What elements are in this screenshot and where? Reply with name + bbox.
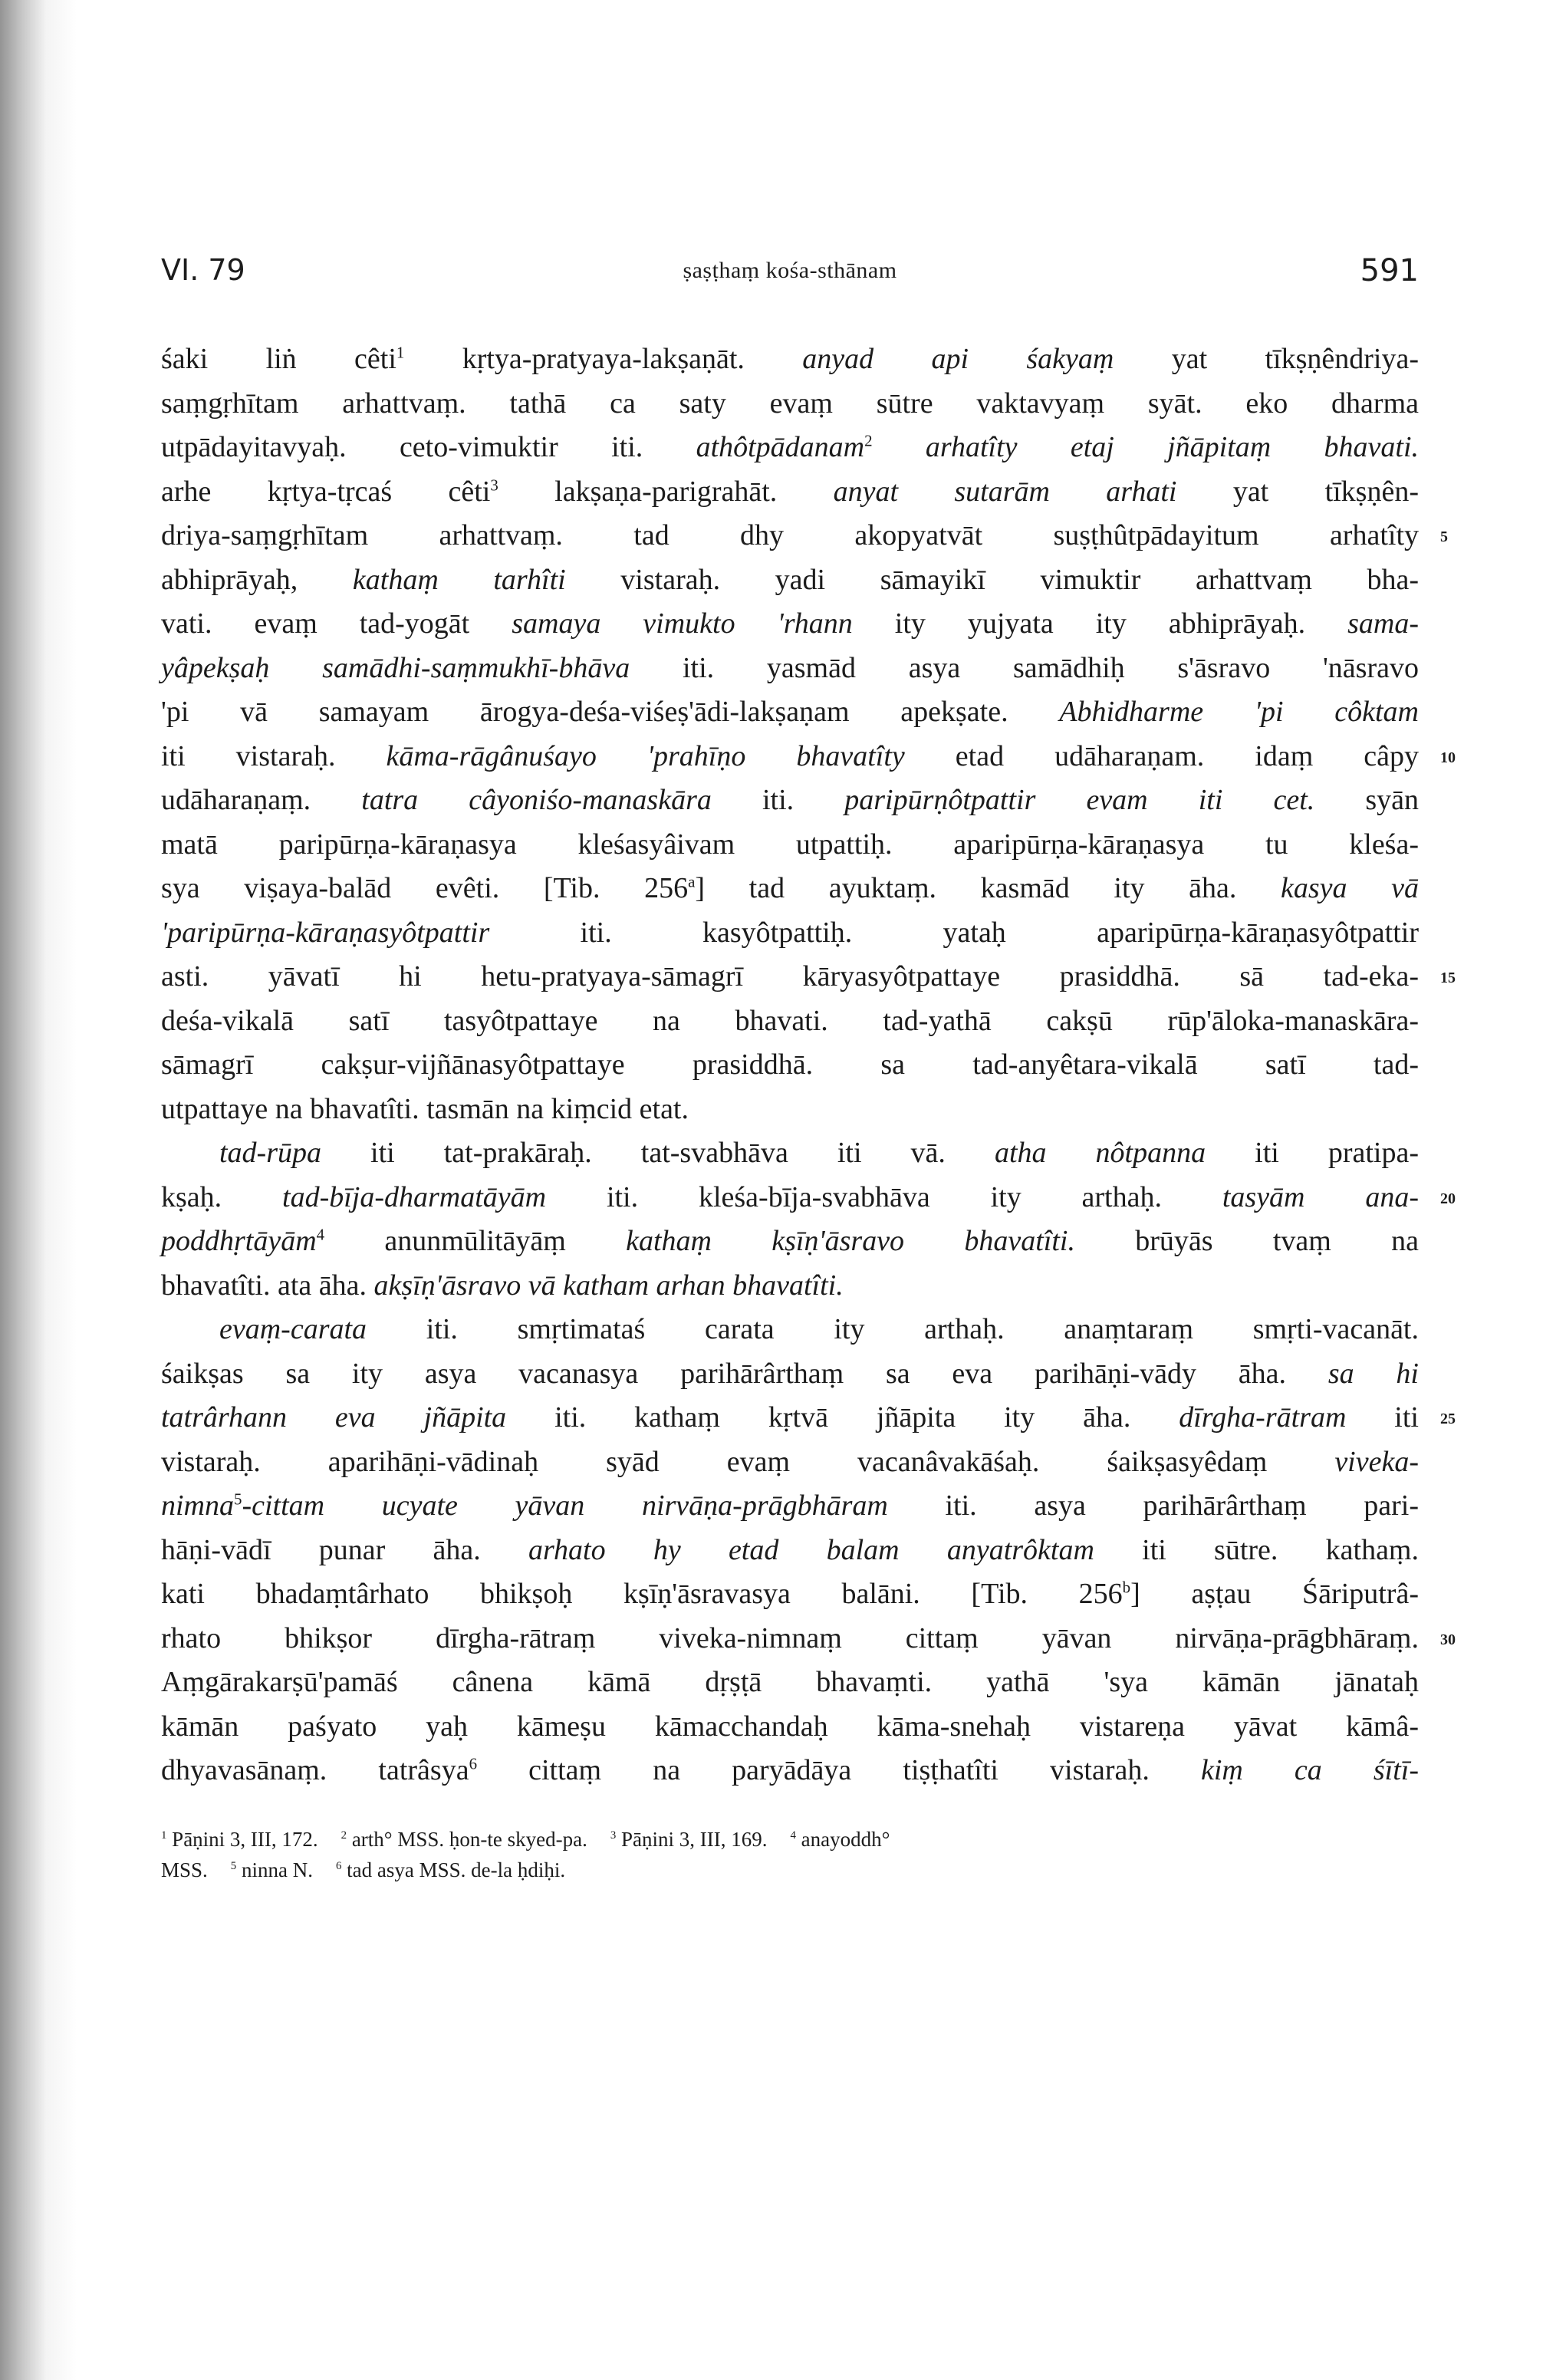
text-line [161,867,1419,911]
text-run: dhyavasānaṃ. tatrâsya [161,1754,469,1786]
book-page [161,253,1456,1885]
text-run: vistaraḥ. yadi sāmayikī vimuktir arhattvaṃ bha- [565,563,1419,596]
text-line [161,647,1419,691]
italic-run: viveka- [1334,1445,1419,1478]
footnote [791,1824,890,1855]
footnote-text: MSS. [161,1858,208,1881]
italic-run: arhatîty etaj jñāpitaṃ bhavati. [872,431,1420,463]
text-run: vati. evaṃ tad-yogāt [161,607,512,640]
italic-run: arhato hy etad balam anyatrôktam [528,1533,1094,1566]
text-run: lakṣaṇa-parigrahāt. [498,475,834,508]
text-run: asti. yāvatī hi hetu-pratyaya-sāmagrī kāryasyôtpattaye prasiddhā. sā tad-eka- [161,960,1419,992]
italic-run: evaṃ-carata [219,1313,367,1345]
text-run: arhe kṛtya-tṛcaś cêti [161,475,491,508]
footnote-marker: b [1122,1578,1131,1597]
text-run: syān [1314,784,1419,816]
text-run: Aṃgārakarṣū'pamāś cânena kāmā dṛṣṭā bhavaṃti. yathā 'sya kāmān jānataḥ [161,1666,1419,1698]
footnote-number: 5 [230,1859,237,1872]
italic-run: -cittam ucyate yāvan nirvāṇa-prāgbhāram [242,1490,888,1522]
text-run: saṃgṛhītam arhattvaṃ. tathā ca saty evaṃ sūtre vaktavyaṃ syāt. eko dharma [161,387,1419,420]
text-run: iti. asya parihārârthaṃ pari- [887,1490,1419,1522]
footnote [610,1824,768,1855]
italic-run: dīrgha-rātram [1179,1401,1347,1434]
italic-run: tatrârhann eva jñāpita [161,1401,507,1434]
text-run: yat tīkṣṇên- [1176,475,1419,508]
footnote-text: anayoddh° [801,1827,890,1851]
text-line [161,1352,1419,1397]
footnote [231,1855,313,1885]
italic-run: kathaṃ kṣīṇ'āsravo bhavatîti. [626,1225,1075,1257]
text-run: kati bhadaṃtârhato bhikṣoḥ kṣīṇ'āsravasya balāni. [Tib. 256 [161,1578,1123,1610]
text-line [161,470,1419,515]
footnote-text: tad asya MSS. de-la ḥdiḥi. [347,1858,566,1881]
footnote-marker: 4 [316,1225,325,1244]
italic-run: anyad api śakyaṃ [802,343,1114,375]
text-run: iti. [711,784,845,816]
text-run: iti tat-prakāraḥ. tat-svabhāva iti vā. [321,1137,995,1169]
text-run: iti vistaraḥ. [161,739,387,772]
text-run: utpattaye na bhavatîti. tasmān na kiṃcid etat. [161,1092,689,1125]
text-line [161,514,1448,558]
text-run: cittaṃ na paryādāya tiṣṭhatîti vistaraḥ. [477,1754,1201,1786]
footnote-marker: 5 [234,1490,242,1509]
text-line [161,823,1419,867]
footnote-text: ninna N. [241,1858,313,1881]
italic-run: Abhidharme 'pi côktam [1059,696,1419,728]
italic-run: sama- [1347,607,1419,640]
text-line [161,1440,1419,1485]
text-line [161,735,1456,779]
text-line [161,1308,1419,1352]
italic-run: kathaṃ tarhîti [352,563,566,596]
text-line [161,999,1419,1044]
text-run: iti sūtre. kathaṃ. [1094,1533,1419,1566]
line-number: 15 [1440,969,1456,986]
italic-run: paripūrṇôtpattir evam iti cet. [844,784,1315,816]
text-run: kṣaḥ. [161,1180,283,1213]
main-text [161,337,1456,1793]
text-line [161,1396,1456,1440]
text-line [161,1220,1419,1264]
footnote-text: Pāṇini 3, III, 172. [172,1827,318,1851]
text-line [161,955,1456,999]
italic-run: tatra câyoniśo-manaskāra [361,784,712,816]
italic-run: athôtpādanam [696,431,865,463]
text-run: abhiprāyaḥ, [161,563,353,596]
text-run: iti [1346,1401,1419,1434]
text-line [161,1529,1419,1573]
text-line [161,1705,1419,1750]
text-line [161,1088,1419,1132]
footnote-number: 6 [335,1859,342,1872]
italic-run: nimna [161,1490,234,1522]
italic-run: akṣīṇ'āsravo vā katham arhan bhavatîti. [373,1269,844,1302]
footnote-text: Pāṇini 3, III, 169. [621,1827,768,1851]
text-line [161,1043,1419,1088]
footnote-number: 1 [161,1829,167,1842]
text-run: yat tīkṣṇêndriya- [1114,343,1419,375]
text-run: iti. kleśa-bīja-svabhāva ity arthaḥ. [546,1180,1222,1213]
text-run: ity yujyata ity abhiprāyaḥ. [852,607,1348,640]
italic-run: poddhṛtāyām [161,1225,317,1257]
footnote-text: arth° MSS. ḥon-te skyed-pa. [351,1827,587,1851]
text-run: bhavatîti. ata āha. [161,1269,374,1302]
text-line [161,602,1419,647]
text-line [161,558,1419,603]
italic-run: tasyām ana- [1222,1180,1420,1213]
text-line [161,1572,1419,1617]
text-line [161,690,1419,735]
italic-run: sa hi [1327,1357,1419,1390]
footnote-marker: 6 [469,1754,478,1773]
page-number: 591 [1360,253,1419,288]
italic-run: tad-bīja-dharmatāyām [282,1180,547,1213]
text-run: sāmagrī cakṣur-vijñānasyôtpattaye prasiddhā. sa tad-anyêtara-vikalā satī tad- [161,1048,1419,1081]
text-run: hāṇi-vādī punar āha. [161,1533,528,1566]
italic-run: kiṃ ca śītī- [1200,1754,1420,1786]
section-number: VI. 79 [161,253,245,287]
footnote [341,1824,587,1855]
italic-run: yâpekṣaḥ samādhi-saṃmukhī-bhāva [161,651,630,684]
italic-run: tad-rūpa [219,1137,321,1169]
text-run: utpādayitavyaḥ. ceto-vimuktir iti. [161,431,696,463]
binding-shadow [0,0,77,2380]
text-line [161,779,1419,823]
text-run: etad udāharaṇam. idaṃ câpy [904,739,1419,772]
footnote [161,1824,318,1855]
text-line [161,911,1419,956]
footnote-number: 3 [610,1829,617,1842]
footnote-line [161,1855,1419,1885]
text-run: iti. yasmād asya samādhiḥ s'āsravo 'nāsravo [630,651,1419,684]
text-run: deśa-vikalā satī tasyôtpattaye na bhavati. tad-yathā cakṣū rūp'āloka-manaskāra- [161,1004,1419,1037]
text-line [161,1176,1456,1220]
text-run: rhato bhikṣor dīrgha-rātraṃ viveka-nimnaṃ cittaṃ yāvan nirvāṇa-prāgbhāraṃ. [161,1621,1419,1654]
text-run: iti pratipa- [1206,1137,1419,1169]
line-number: 25 [1440,1411,1456,1427]
footnotes [161,1824,1419,1885]
text-run: matā paripūrṇa-kāraṇasya kleśasyâivam utpattiḥ. aparipūrṇa-kāraṇasya tu kleśa- [161,828,1419,861]
italic-run: 'paripūrṇa-kāraṇasyôtpattir [161,916,490,949]
text-line [161,1131,1419,1176]
text-line [161,1749,1419,1793]
text-line [161,1484,1419,1529]
running-head [161,253,1419,299]
italic-run: samaya vimukto 'rhann [512,607,853,640]
text-line [161,1661,1419,1705]
text-run: iti. kathaṃ kṛtvā jñāpita ity āha. [506,1401,1179,1434]
line-number: 30 [1440,1631,1456,1648]
text-run: vistaraḥ. aparihāṇi-vādinaḥ syād evaṃ vacanâvakāśaḥ. śaikṣasyêdaṃ [161,1445,1335,1478]
text-run: śaki liṅ cêti [161,343,396,375]
line-number: 5 [1440,528,1448,545]
footnote-marker: 3 [490,475,498,494]
line-number: 10 [1440,749,1456,766]
footnote-marker: 2 [864,431,873,450]
text-run: 'pi vā samayam ārogya-deśa-viśeṣ'ādi-lakṣaṇam apekṣate. [161,696,1060,728]
footnote [336,1855,565,1885]
text-run: driya-saṃgṛhītam arhattvaṃ. tad dhy akopyatvāt suṣṭhûtpādayitum arhatîty [161,519,1419,551]
text-line [161,382,1419,426]
text-run: udāharaṇaṃ. [161,784,362,816]
line-number: 20 [1440,1190,1456,1207]
text-line [161,1264,1419,1309]
text-run: iti. smṛtimataś carata ity arthaḥ. anaṃtaraṃ smṛti-vacanāt. [367,1313,1419,1345]
text-run: sya viṣaya-balād evêti. [Tib. 256 [161,872,689,904]
footnote [161,1855,208,1885]
running-title: ṣaṣṭhaṃ kośa-sthānam [683,258,897,283]
italic-run: kāma-rāgânuśayo 'prahīṇo bhavatîty [386,739,905,772]
text-run: anunmūlitāyāṃ [324,1225,627,1257]
italic-run: atha nôtpanna [994,1137,1206,1169]
text-line [161,426,1419,470]
text-line [161,1617,1456,1661]
text-run: kṛtya-pratyaya-lakṣaṇāt. [404,343,803,375]
footnote-line [161,1824,1419,1855]
footnote-number: 4 [790,1829,796,1842]
text-run: iti. kasyôtpattiḥ. yataḥ aparipūrṇa-kāraṇasyôtpattir [489,916,1419,949]
text-line [161,337,1419,382]
text-run: ] aṣṭau Śāriputrâ- [1130,1578,1419,1610]
italic-run: anyat sutarām arhati [833,475,1177,508]
text-run: brūyās tvaṃ na [1074,1225,1420,1257]
text-run: kāmān paśyato yaḥ kāmeṣu kāmacchandaḥ kāma-snehaḥ vistareṇa yāvat kāmâ- [161,1710,1419,1743]
footnote-number: 2 [341,1829,347,1842]
footnote-marker: 1 [396,343,405,362]
italic-run: kasya vā [1280,872,1419,904]
text-run: ] tad ayuktaṃ. kasmād ity āha. [695,872,1281,904]
footnote-marker: a [688,872,696,891]
text-run: śaikṣas sa ity asya vacanasya parihārârthaṃ sa eva parihāṇi-vādy āha. [161,1357,1328,1390]
